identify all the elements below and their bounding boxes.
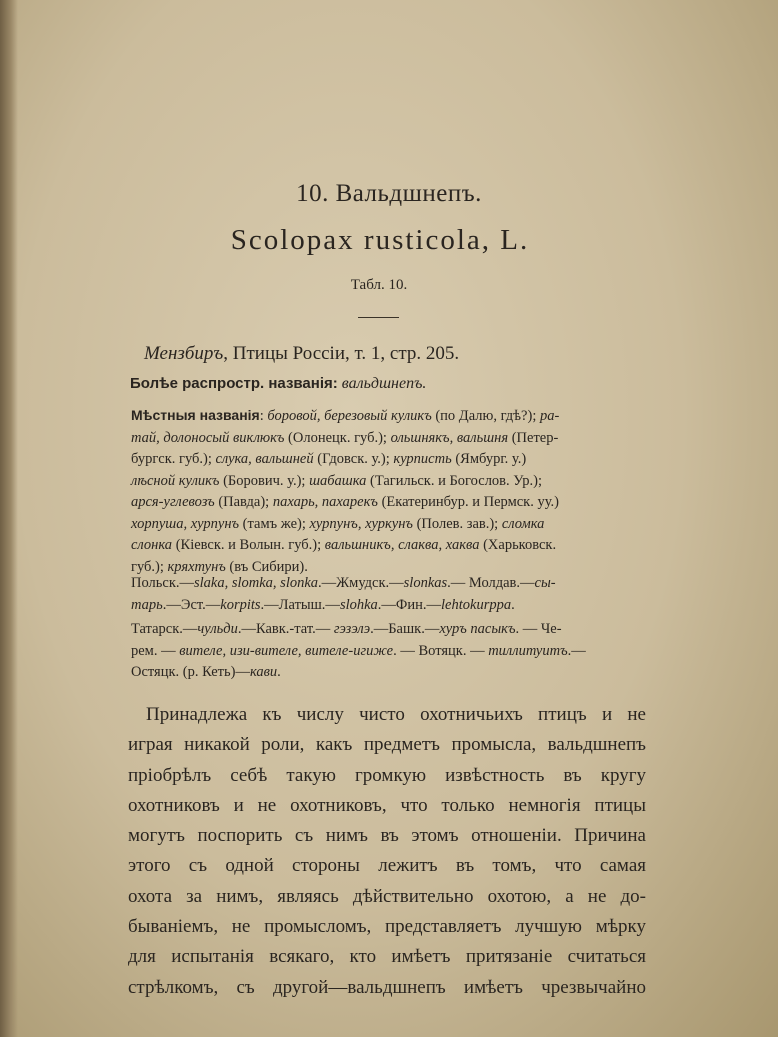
text-line: бургск. губ.); слука, вальшней (Гдовск. у.); курписть (Ямбург. у.) (131, 451, 527, 467)
text-line: тай, долоносый виклюкъ (Олонецк. губ.); ольшнякъ, вальшня (Петер- (131, 429, 559, 446)
text-line: арся-углевозъ (Павда); пахарь, пахарекъ (Екатеринбур. и Пермск. уу.) (131, 494, 559, 510)
turkic-names-paragraph (131, 619, 645, 684)
common-names-line (130, 375, 426, 393)
text-line: рем. — вителе, изи-вителе, вителе-игиже. — Вотяцк. — тиллитуитъ.— (131, 642, 586, 659)
text-line: Остяцк. (р. Кеть)—кави. (131, 664, 281, 680)
text-line: слонка (Кіевск. и Волын. губ.); вальшникъ, слаква, хаква (Харьковск. (131, 537, 557, 553)
latin-species-name: Scolopax rusticola, L. (230, 224, 530, 256)
text-line: охотниковъ и не охотниковъ, что только немногія птицы (128, 794, 646, 816)
common-names-label: Болѣе распростр. названія: (130, 375, 338, 392)
text-line: хорпуша, хурпунъ (тамъ же); хурпунъ, хуркунъ (Полев. зав.); сломка (131, 515, 545, 532)
text-line: Польск.—slaka, slomka, slonka.—Жмудск.—slonkas.— Молдав.—сы- (131, 575, 556, 591)
local-names-label: Мѣстныя названія (131, 407, 260, 423)
chapter-title: 10. Вальдшнепъ. (296, 180, 482, 207)
reference-details: , Птицы Россіи, т. 1, стр. 205. (223, 343, 460, 364)
literature-reference (144, 343, 459, 365)
plate-reference: Табл. 10. (350, 277, 408, 293)
main-text-paragraph (128, 700, 646, 1003)
common-names-value: вальдшнепъ. (337, 375, 427, 392)
text-line: Мѣстныя названія: боровой, березовый куликъ (по Далю, гдѣ?); ра- (131, 407, 560, 424)
text-line: тарь.—Эст.—korpits.—Латыш.—slohka.—Фин.—lehtokurppa. (131, 596, 515, 613)
text-line: этого съ одной стороны лежитъ въ томъ, что самая (128, 855, 646, 877)
local-names-paragraph (131, 405, 645, 578)
text-line: Принадлежа къ числу чисто охотничьихъ птицъ и не (146, 704, 646, 725)
text-line: охота за нимъ, являясь дѣйствительно охотою, а не до- (128, 885, 646, 907)
text-line: губ.); кряхтунъ (въ Сибири). (131, 558, 308, 575)
divider-rule (358, 317, 399, 318)
text-line: пріобрѣлъ себѣ такую громкую извѣстность въ кругу (128, 764, 646, 786)
text-line: для испытанія всякаго, кто имѣетъ притязаніе считаться (128, 946, 646, 968)
reference-author: Мензбиръ (144, 343, 224, 364)
text-line: стрѣлкомъ, съ другой—вальдшнепъ имѣетъ чрезвычайно (128, 976, 646, 998)
text-line: лѣсной куликъ (Борович. у.); шабашка (Тагильск. и Богослов. Ур.); (131, 472, 542, 489)
text-line: могутъ поспорить съ нимъ въ этомъ отношеніи. Причина (128, 825, 646, 847)
text-line: Татарск.—чульди.—Кавк.-тат.— гэзэлэ.—Башк.—хуръ пасыкъ. — Че- (131, 621, 562, 637)
text-line: быванiемъ, не промысломъ, представляетъ лучшую мѣрку (128, 916, 646, 938)
text-line: играя никакой роли, какъ предметъ промысла, вальдшнепъ (128, 734, 646, 756)
foreign-names-paragraph (131, 573, 645, 616)
